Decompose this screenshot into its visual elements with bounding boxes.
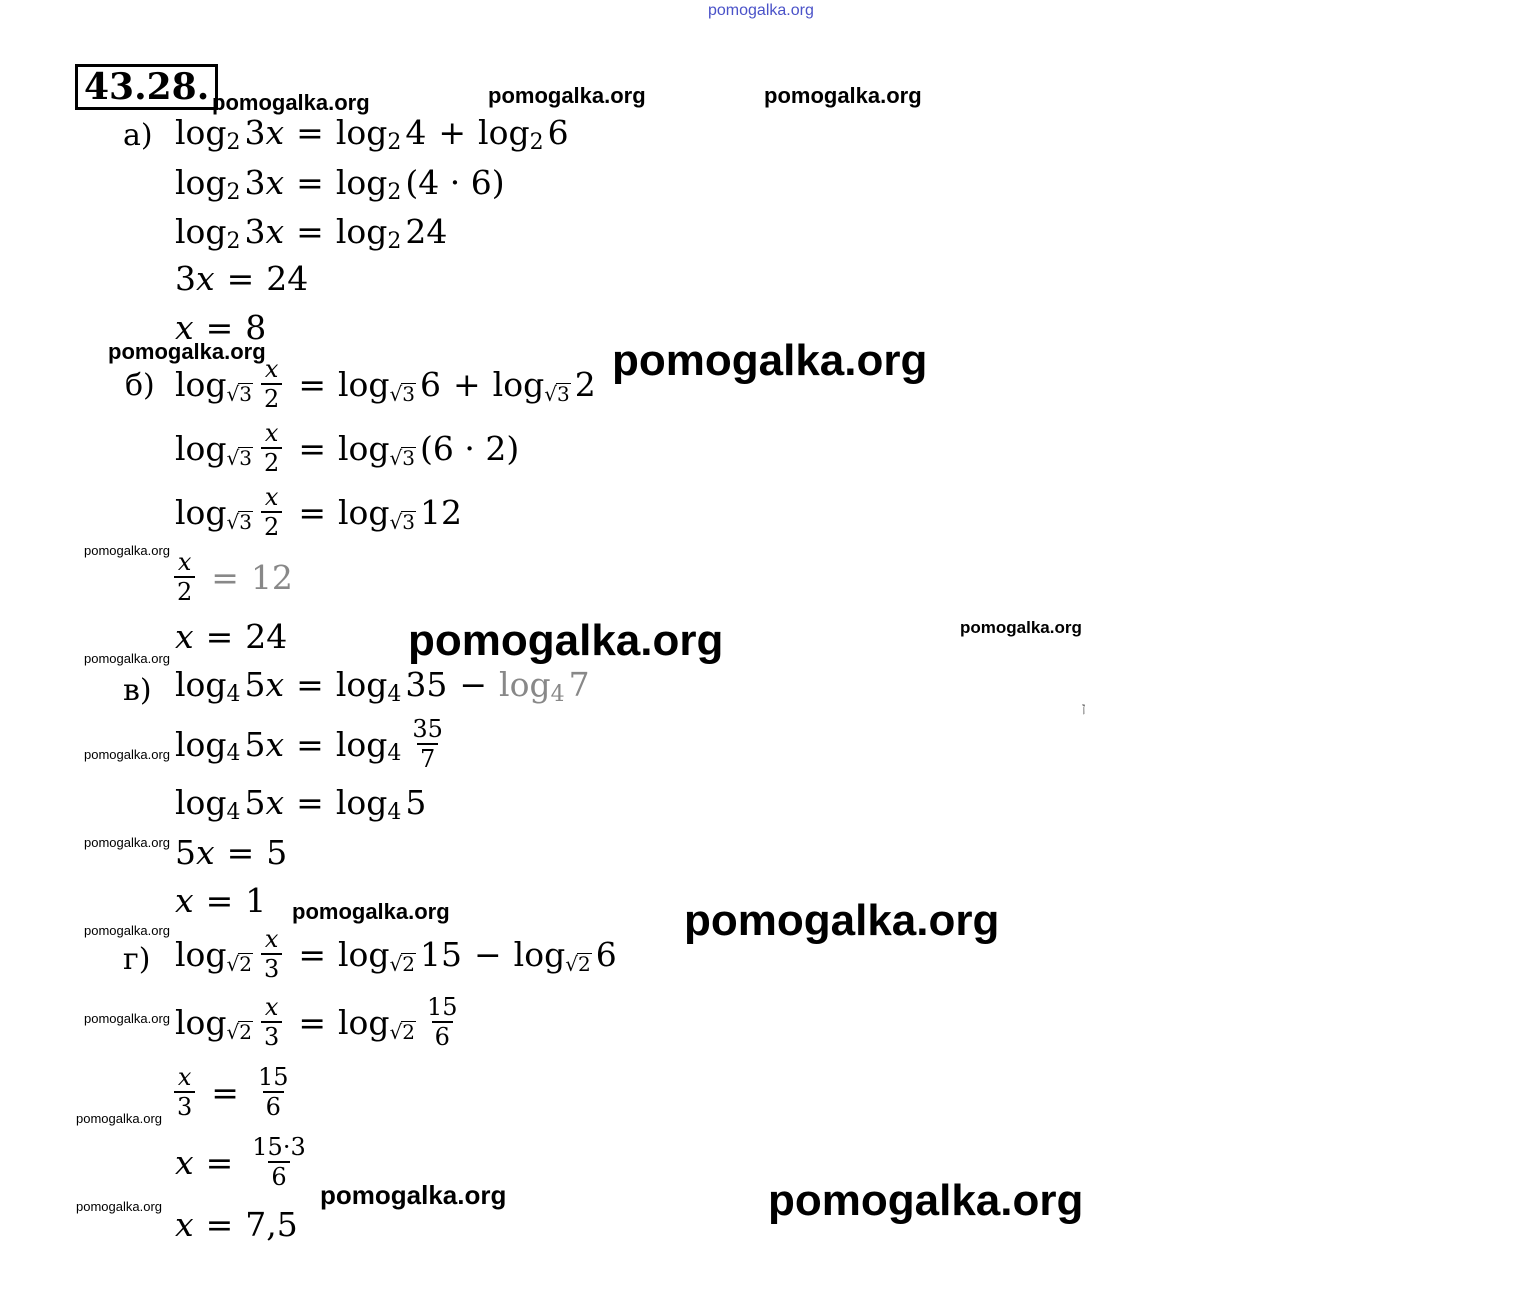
equation-v-3: log 4 5 x = log 4 5 — [175, 783, 427, 825]
equation-b-5: x = 24 — [175, 617, 288, 656]
equation-b-1: log √3 $\frac{x}{2}$ = log √3 6 + log √3 2 — [175, 355, 596, 414]
equation-g-3: $\frac{x}{3}$ = $\frac{15}{6}$ — [170, 1064, 295, 1121]
equation-v-4: 5 x = 5 — [175, 833, 288, 872]
watermark: pomogalka.org — [292, 899, 450, 924]
watermark: pomogalka.org — [488, 83, 646, 108]
part-label-b: б) — [125, 368, 155, 403]
stray-mark: ן — [1082, 700, 1086, 716]
equation-a-5: x = 8 — [175, 308, 267, 347]
watermark: pomogalka.org — [84, 835, 170, 850]
watermark: pomogalka.org — [84, 1011, 170, 1026]
watermark: pomogalka.org — [684, 896, 1000, 945]
watermark: pomogalka.org — [84, 747, 170, 762]
watermark: pomogalka.org — [108, 339, 266, 364]
equation-g-4: x = $\frac{15\cdot 3}{6}$ — [175, 1133, 306, 1192]
equation-v-5: x = 1 — [175, 881, 267, 920]
part-label-a: а) — [123, 118, 153, 153]
problem-number: 43.28. — [75, 64, 218, 110]
watermark: pomogalka.org — [84, 651, 170, 666]
equation-a-1: log 2 3 x = log 2 4 + log 2 6 — [175, 113, 569, 155]
equation-g-5: x = 7,5 — [175, 1205, 298, 1244]
part-label-g: г) — [123, 942, 151, 977]
equation-a-3: log 2 3 x = log 2 24 — [175, 212, 448, 254]
watermark-top: pomogalka.org — [708, 2, 814, 19]
equation-g-1: log √2 $\frac{x}{3}$ = log √2 15 − log √2 6 — [175, 925, 617, 984]
equation-v-2: log 4 5 x = log 4 $\frac{35}{7}$ — [175, 715, 443, 774]
equation-a-2: log 2 3 x = log 2 (4 · 6) — [175, 163, 505, 205]
equation-b-3: log √3 $\frac{x}{2}$ = log √3 12 — [175, 483, 462, 542]
watermark: pomogalka.org — [84, 543, 170, 558]
watermark: pomogalka.org — [764, 83, 922, 108]
watermark: pomogalka.org — [612, 336, 928, 385]
watermark: pomogalka.org — [76, 1199, 162, 1214]
equation-v-1: log 4 5 x = log 4 35 − log 4 7 — [175, 665, 590, 707]
watermark: pomogalka.org — [408, 616, 724, 665]
watermark: pomogalka.org — [768, 1176, 1084, 1225]
equation-b-2: log √3 $\frac{x}{2}$ = log √3 (6 · 2) — [175, 419, 520, 478]
equation-b-4: $\frac{x}{2}$ = 12 — [170, 549, 293, 606]
equation-a-4: 3 x = 24 — [175, 259, 309, 298]
watermark: pomogalka.org — [76, 1111, 162, 1126]
equation-g-2: log √2 $\frac{x}{3}$ = log √2 $\frac{15}{6}$ — [175, 993, 458, 1052]
watermark: pomogalka.org — [84, 923, 170, 938]
watermark: pomogalka.org — [320, 1180, 507, 1210]
watermark: pomogalka.org — [212, 90, 370, 115]
part-label-v: в) — [123, 673, 152, 708]
watermark: pomogalka.org — [960, 618, 1082, 637]
